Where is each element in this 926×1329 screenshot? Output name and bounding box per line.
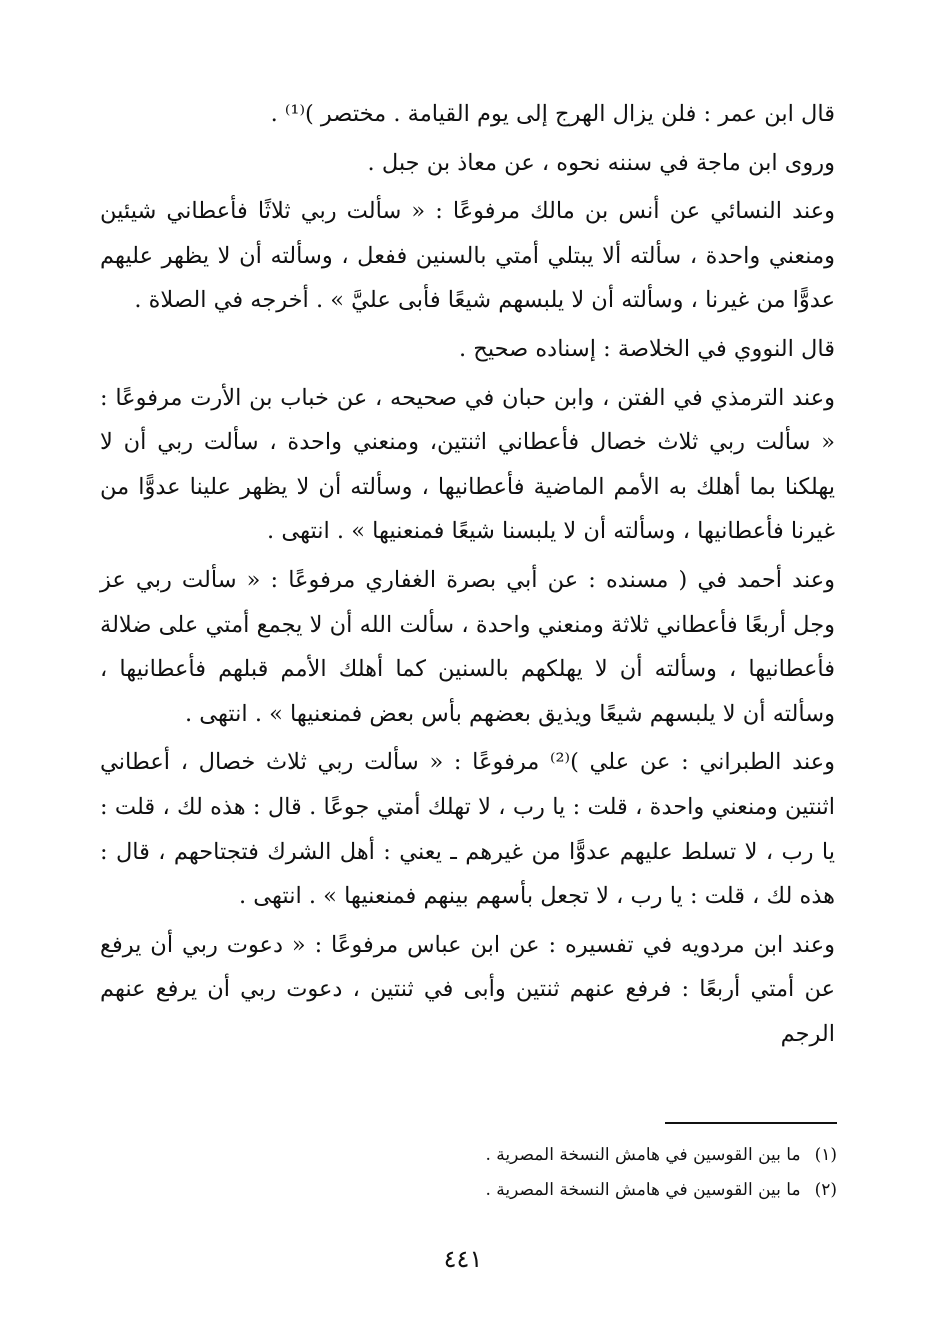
footnotes — [300, 1138, 837, 1208]
paragraph-6: وعند أحمد في ( مسنده : عن أبي بصرة الغفاري مرفوعًا : « سألت ربي عز وجل أربعًا فأعطاني ثلاثة ومنعني واحدة ، سألت الله أن لا يجمع أمتي على ضلالة فأعطانيها ، وسألته أن لا يهلكهم بالسنين كما أهلك الأمم قبلهم فأعطانيها ، وسألته أن لا يلبسهم شيعًا ويذيق بعضهم بأس بعض فمنعنيها » . انتهى . — [100, 566, 835, 727]
footnote-text: ما بين القوسين في هامش النسخة المصرية . — [485, 1180, 801, 1200]
paragraph-7: وعند الطبراني : عن علي )⁽²⁾ مرفوعًا : « سألت ربي ثلاث خصال ، أعطاني اثنتين ومنعني واحدة ، قلت : يا رب ، لا تهلك أمتي جوعًا . قال : هذه لك ، قلت : يا رب ، لا تسلط عليهم عدوًّا من غيرهم ـ يعني : أهل الشرك فتجتاحهم ، قال : هذه لك ، قلت : يا رب ، لا تجعل بأسهم بينهم فمنعنيها » . انتهى . — [100, 749, 835, 910]
paragraph-2: وروى ابن ماجة في سننه نحوه ، عن معاذ بن جبل . — [367, 149, 835, 176]
footnote-number: (١) — [814, 1145, 837, 1165]
paragraph-3: وعند النسائي عن أنس بن مالك مرفوعًا : « سألت ربي ثلاثًا فأعطاني شيئين ومنعني واحدة ، سألته ألا يبتلي أمتي بالسنين ففعل ، وسألته أن لا يظهر عليهم عدوًّا من غيرنا ، وسألته أن لا يلبسهم شيعًا فأبى عليَّ » . أخرجه في الصلاة . — [100, 198, 835, 314]
page-number: ٤٤١ — [443, 1245, 483, 1273]
footnote-1 — [300, 1138, 837, 1173]
main-text — [100, 92, 835, 1056]
paragraph-4: قال النووي في الخلاصة : إسناده صحيح . — [459, 335, 835, 362]
paragraph-8: وعند ابن مردويه في تفسيره : عن ابن عباس مرفوعًا : « دعوت ربي أن يرفع عن أمتي أربعًا : فرفع عنهم ثنتين وأبى في ثنتين ، دعوت ربي أن يرفع عنهم الرجم — [100, 931, 835, 1047]
footnote-2 — [300, 1173, 837, 1208]
footnote-divider — [665, 1122, 837, 1124]
footnote-number: (٢) — [814, 1180, 837, 1200]
paragraph-1: قال ابن عمر : فلن يزال الهرج إلى يوم القيامة . مختصر )⁽¹⁾ . — [270, 101, 835, 127]
footnote-text: ما بين القوسين في هامش النسخة المصرية . — [485, 1145, 801, 1165]
paragraph-5: وعند الترمذي في الفتن ، وابن حبان في صحيحه ، عن خباب بن الأرت مرفوعًا : « سألت ربي ثلاث خصال فأعطاني اثنتين، ومنعني واحدة ، سألت ربي أن لا يهلكنا بما أهلك به الأمم الماضية فأعطانيها ، وسألته أن لا يظهر علينا عدوًّا من غيرنا فأعطانيها ، وسألته أن لا يلبسنا شيعًا فمنعنيها » . انتهى . — [100, 384, 835, 545]
